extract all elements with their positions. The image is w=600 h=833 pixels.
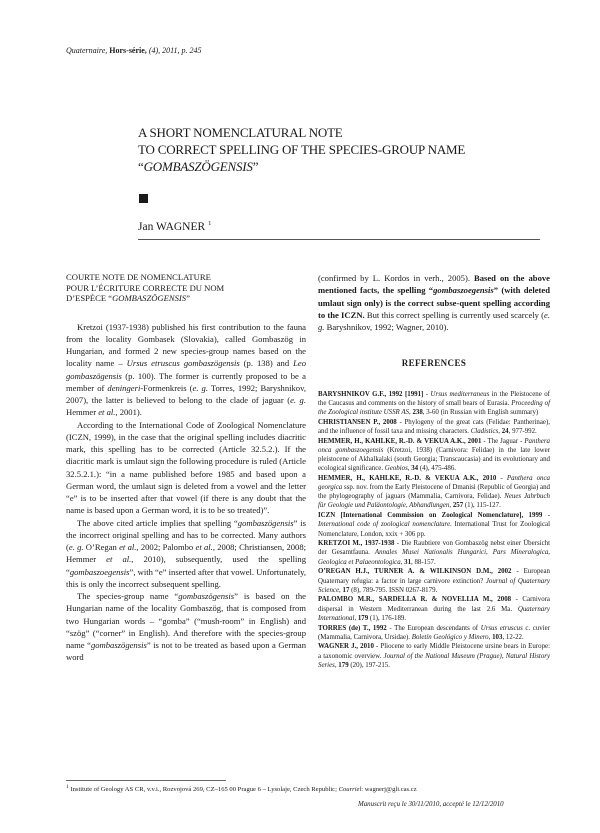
reference-item: HEMMER, H., KAHLKE, R.-D. & VEKUA A.K., 2010 - Panthera onca georgica ssp. nov. from the Early Pleistocene of Dmanisi (Republic of Georgia) and the phylogeography of jaguars (Mammalia, Carnivora, Felidae). Neues Jahrbuch für Geologie und Paläontologie, Abhandlungen, 257 (1), 115-127.	[318, 474, 551, 510]
right-column	[318, 272, 550, 671]
author-name: Jan WAGNER	[138, 220, 206, 233]
reference-item: PALOMBO M.R., SARDELLA R. & NOVELLIA M., 2008 - Carnivora dispersal in Western Mediterranean during the last 2.6 Ma. Quaternary International, 179 (1), 176-189.	[318, 596, 550, 622]
reference-item: O’REGAN H.J., TURNER A. & WILKINSON D.M., 2002 - European Quaternary refugia: a factor in large carnivore extinction? Journal of Quaternary Science, 17 (8), 789-795. ISSN 0267-8179.	[318, 568, 550, 594]
author-line	[138, 220, 211, 233]
reference-item: WAGNER J., 2010 - Pliocene to early Middle Pleistocene ursine bears in Europe: a taxonomic overview. Journal of the National Museum (Prague), Natural History Series, 179 (20), 197-215.	[318, 643, 551, 669]
title-rule	[138, 239, 540, 240]
title-line-1: A SHORT NOMENCLATURAL NOTE	[138, 125, 343, 140]
paragraph-1: Kretzoi (1937-1938) published his first contribution to the fauna from the locality Gombasek (Slovakia), called Gombaszög in Hungarian, and formed 2 new species-group names based on the locality name – Ursus etruscus gombaszögensis (p. 138) and Leo gombaszögensis (p. 100). The former is currently proposed to be a member of deningeri-Formenkreis (e. g. Torres, 1992; Baryshnikov, 2007), the latter is believed to belong to the clade of jaguar (e. g. Hemmer et al., 2001).	[66, 321, 307, 418]
french-title: COURTE NOTE DE NOMENCLATURE POUR L’ÉCRITURE CORRECTE DU NOM D’ESPÈCE “GOMBASZÖGENSIS”	[66, 272, 225, 303]
reference-item: KRETZOI M., 1937-1938 - Die Raubtiere von Gombaszög nebst einer Übersicht der Gesamtfauna. Annales Musei Nationalis Hungarici, Pars Mineralogica, Geologica et Palaeontologica, 31, 88-157.	[318, 540, 550, 566]
author-email: : wagnerj@gli.cas.cz	[361, 786, 417, 794]
paragraph-3: The above cited article implies that spelling “gombaszögensis” is the incorrect original spelling and has to be corrected. Many authors (e. g. O’Regan et al., 2002; Palombo et al., 2008; Christiansen, 2008; Hemmer et al., 2010), subsequently, used the spelling “gombaszoegensis”, with “e” inserted after that vowel. Unfortunately, this is only the incorrect subsequent spelling.	[66, 517, 307, 589]
affiliation-mark: 1	[208, 220, 212, 227]
reference-item: HEMMER, H., KAHLKE, R.-D. & VEKUA A.K., 2001 - The Jaguar - Panthera onca gombaszoegensis (Kretzoi, 1938) (Carnivora: Felidae) in the late lower pleistocene of Akhalkalaki (south Georgia; Transcaucasia) and its evolutionary and ecological significance. Geobios, 34 (4), 475-486.	[318, 437, 550, 473]
journal-name: Quaternaire,	[66, 46, 108, 55]
running-header	[66, 46, 202, 55]
references-heading: REFERENCES	[401, 358, 467, 369]
received-date: Manuscrit reçu le 30/11/2010, accepté le 12/12/2010	[358, 801, 504, 808]
footnote: $^1$ Institute of Geology AS CR, v.v.i., Rozvojová 269, CZ–165 00 Prague 6 – Lysolaje, Czech Republic; Courriel: wagnerj@gli.cas.cz	[66, 784, 417, 794]
reference-item: BARYSHNIKOV G.F., 1992 [1991] - Ursus mediterraneus in the Pleistocene of the Caucasus and comments on the history of small bears of Eurasia. Proceeding of the Zoological institute USSR AS, 238, 3-60 (in Russian with English summary)	[318, 390, 550, 416]
reference-item: TORRES (de) T., 1992 - The European descendants of Ursus etruscus c. cuvier (Mammalia, Carnivora, Ursidae). Boletín Geológico y Minero, 103, 12-22.	[318, 624, 550, 641]
volume-info: (4), 2011, p. 245	[148, 46, 202, 55]
reference-item: CHRISTIANSEN P., 2008 - Phylogeny of the great cats (Felidae: Pantherinae), and the influence of fossil taxa and missing characters. Cladistics, 24, 977-992.	[318, 418, 550, 435]
title-line-3: “GOMBASZÖGENSIS”	[138, 159, 259, 174]
issue-label: Hors-série,	[109, 46, 147, 55]
footnote-rule	[66, 780, 226, 781]
paragraph-2: According to the International Code of Zoological Nomenclature (ICZN, 1999), in the case that the original spelling includes diacritic mark, this spelling has to be corrected (Article 32.5.2.). If the diacritic mark is umlaut sign the following procedure is ruled (Article 32.5.2.1.): “in a name published before 1985 and based upon a German word, the umlaut sign is deleted from a vowel and the letter “e” is to be inserted after that vowel (if there is any doubt that the name is based upon a German word, it is to be so treated)”.	[66, 419, 306, 516]
article-title	[138, 124, 538, 175]
species-name: GOMBASZÖGENSIS	[143, 159, 253, 174]
left-column	[66, 272, 306, 664]
paragraph-4: The species-group name “gombaszögensis” is based on the Hungarian name of the locality Gombaszög, that is composed from two Hungarian words – “gomba” (“mush-room” in English) and “szög” (“corner” in English). And therefore with the species-group name “gombaszögensis” is not to be treated as based upon a German word	[66, 591, 306, 663]
title-square-marker	[139, 194, 148, 203]
title-line-2: TO CORRECT SPELLING OF THE SPECIES-GROUP NAME	[138, 142, 466, 157]
reference-item: ICZN [International Commission on Zoological Nomenclature], 1999 - International code of zoological nomenclature. International Trust for Zoological Nomenclature, London, xxix + 306 pp.	[318, 512, 550, 538]
paragraph-5: (confirmed by L. Kordos in verh., 2005). Based on the above mentioned facts, the spelling “gombaszoegensis” (with deleted umlaut sign only) is the correct subse-quent spelling according to the ICZN. But this correct spelling is currently used scarcely (e. g. Baryshnikov, 1992; Wagner, 2010).	[318, 273, 550, 332]
